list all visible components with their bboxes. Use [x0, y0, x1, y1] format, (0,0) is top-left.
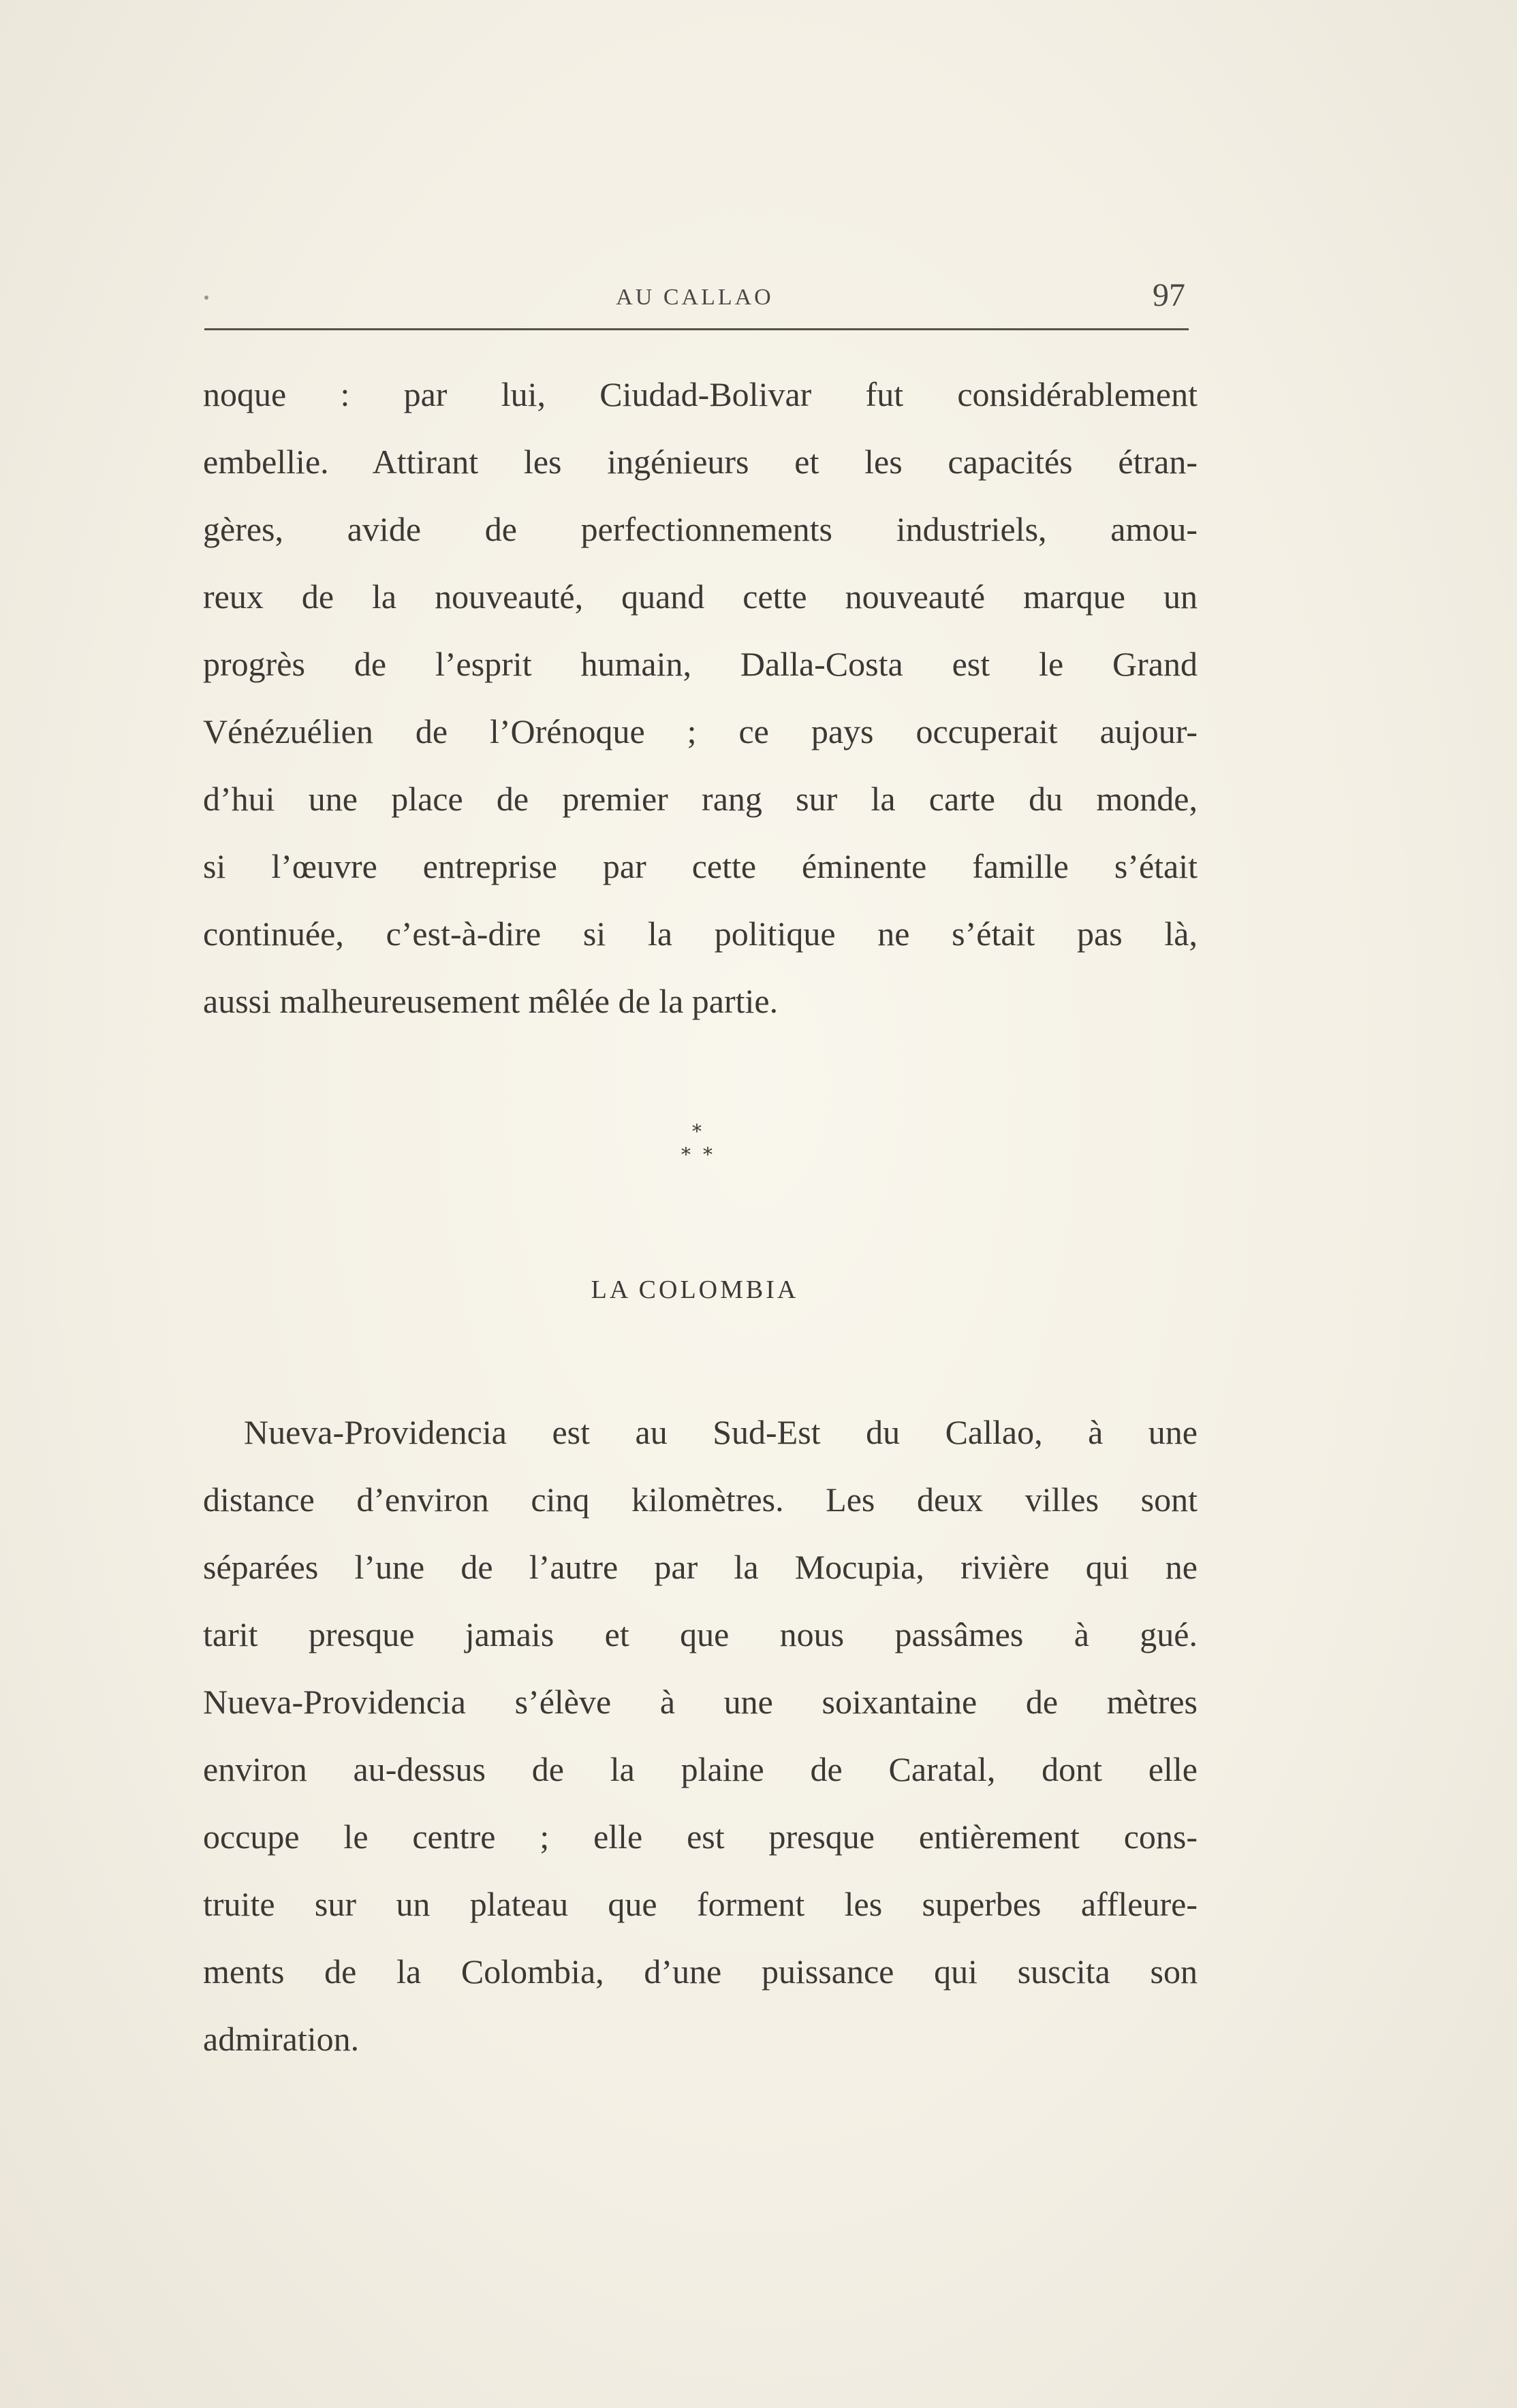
text-line: si l’œuvre entreprise par cette éminente famille s’était: [203, 847, 1198, 885]
text-line: admiration.: [203, 2020, 360, 2058]
text-line: occupe le centre ; elle est presque entièrement cons-: [203, 1818, 1198, 1856]
asterisk-icon: *: [681, 1143, 691, 1166]
text-line: ments de la Colombia, d’une puissance qui suscita son: [203, 1952, 1198, 1991]
text-line: noque : par lui, Ciudad-Bolivar fut considérablement: [203, 375, 1198, 413]
running-head: [204, 272, 1185, 320]
text-line: d’hui une place de premier rang sur la carte du monde,: [203, 780, 1198, 818]
text-line: tarit presque jamais et que nous passâmes à gué.: [203, 1615, 1198, 1653]
section-title: LA COLOMBIA: [591, 1276, 799, 1304]
running-title: AU CALLAO: [616, 285, 774, 310]
paragraph-la-colombia: [203, 1399, 1198, 2073]
text-line: Nueva-Providencia est au Sud-Est du Callao, à une: [244, 1413, 1198, 1451]
text-line: environ au-dessus de la plaine de Caratal, dont elle: [203, 1750, 1198, 1788]
text-line: embellie. Attirant les ingénieurs et les capacités étran-: [203, 443, 1198, 481]
text-line: gères, avide de perfectionnements industriels, amou-: [203, 510, 1198, 548]
paragraph-continued: [203, 361, 1198, 1035]
text-line: Nueva-Providencia s’élève à une soixantaine de mètres: [203, 1683, 1198, 1721]
page-number: 97: [1153, 277, 1185, 313]
text-line: continuée, c’est-à-dire si la politique ne s’était pas là,: [203, 915, 1198, 953]
text-line: aussi malheureusement mêlée de la partie.: [203, 982, 779, 1020]
header-rule: [204, 328, 1189, 330]
asterism: [668, 1120, 736, 1175]
asterisk-icon: *: [692, 1120, 702, 1143]
asterisk-icon: *: [703, 1143, 713, 1166]
text-line: distance d’environ cinq kilomètres. Les deux villes sont: [203, 1480, 1198, 1519]
text-line: progrès de l’esprit humain, Dalla-Costa est le Grand: [203, 645, 1198, 683]
text-line: séparées l’une de l’autre par la Mocupia, rivière qui ne: [203, 1548, 1198, 1586]
text-line: Vénézuélien de l’Orénoque ; ce pays occuperait aujour-: [203, 712, 1198, 750]
text-line: reux de la nouveauté, quand cette nouveauté marque un: [203, 577, 1198, 616]
text-line: truite sur un plateau que forment les superbes affleure-: [203, 1885, 1198, 1923]
